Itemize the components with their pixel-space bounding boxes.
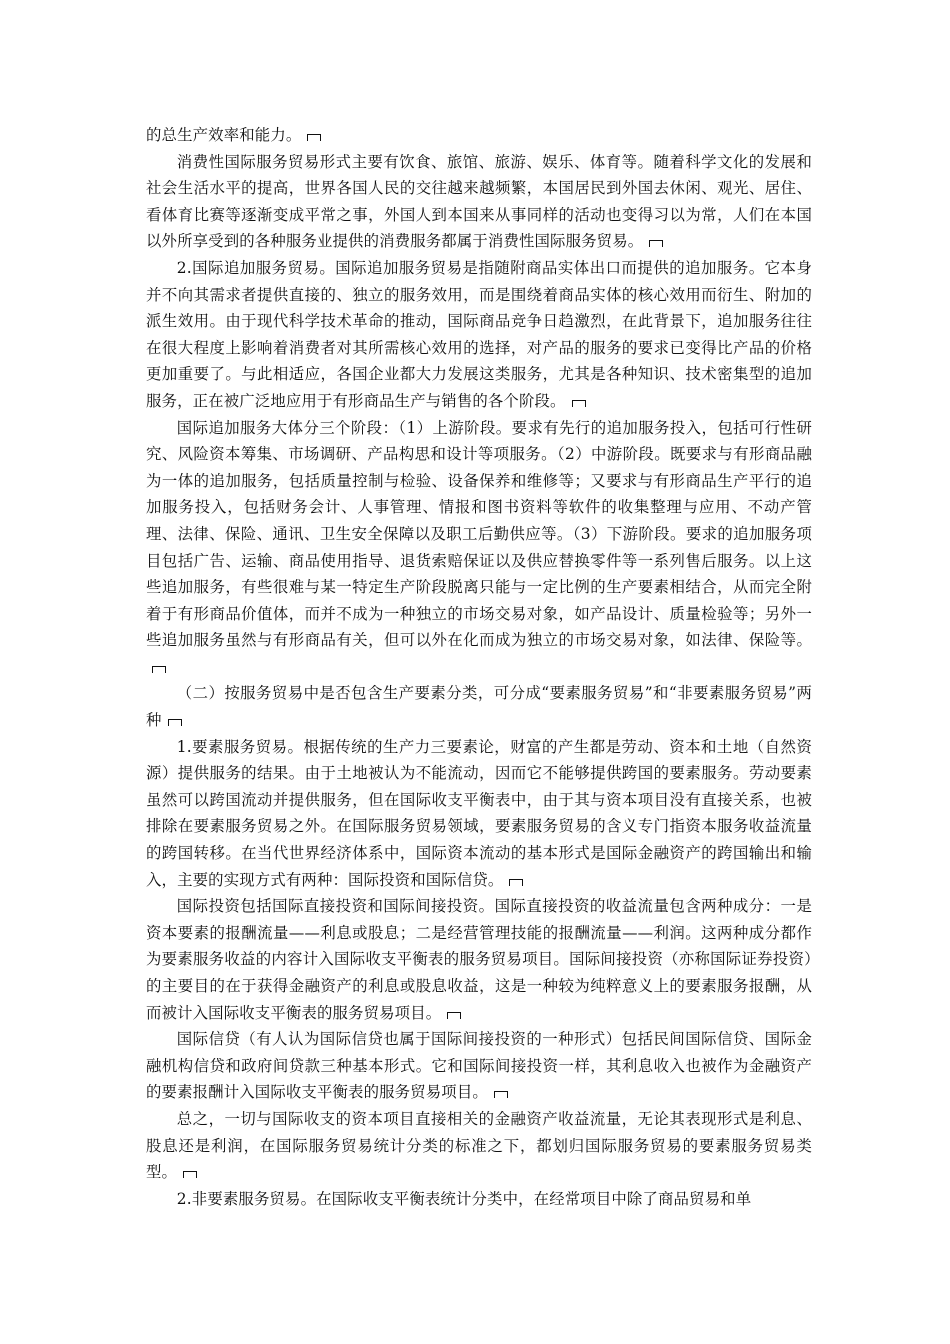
section-heading: （二）按服务贸易中是否包含生产要素分类，可分成“要素服务贸易”和“非要素服务贸易”两种 xyxy=(146,684,812,730)
paragraph-3 xyxy=(146,255,812,415)
paragraph-mark-icon xyxy=(494,1091,508,1098)
paragraph-4 xyxy=(146,415,812,681)
paragraph-text: 总之，一切与国际收支的资本项目直接相关的金融资产收益流量，无论其表现形式是利息、股息还是利润，在国际服务贸易统计分类的标准之下，都划归国际服务贸易的要素服务贸易类型。 xyxy=(146,1109,812,1182)
paragraph-text: 的总生产效率和能力。 xyxy=(146,126,302,144)
paragraph-text: 国际追加服务大体分三个阶段：（1）上游阶段。要求有先行的追加服务投入，包括可行性研究、风险资本筹集、市场调研、产品构思和设计等项服务。（2）中游阶段。既要求与有形商品融为一体的追加服务，包括质量控制与检验、设备保养和维修等；又要求与有形商品生产平行的追加服务投入，包括财务会计、人事管理、情报和图书资料等软件的收集整理与应用、不动产管理、法律、保险、通讯、卫生安全保障以及职工后勤供应等。（3）下游阶段。要求的追加服务项目包括广告、运输、商品使用指导、退货索赔保证以及供应替换零件等一系列售后服务。以上这些追加服务，有些很难与某一特定生产阶段脱离只能与一定比例的生产要素相结合，从而完全附着于有形商品价值体，而并不成为一种独立的市场交易对象，如产品设计、质量检验等；另外一些追加服务虽然与有形商品有关，但可以外在化而成为独立的市场交易对象，如法律、保险等。 xyxy=(146,418,812,650)
paragraph-text: 国际信贷（有人认为国际信贷也属于国际间接投资的一种形式）包括民间国际信贷、国际金融机构信贷和政府间贷款三种基本形式。它和国际间接投资一样，其利息收入也被作为金融资产的要素报酬计入国际收支平衡表的服务贸易项目。 xyxy=(146,1030,812,1102)
paragraph-text: 国际投资包括国际直接投资和国际间接投资。国际直接投资的收益流量包含两种成分：一是资本要素的报酬流量——利息或股息；二是经营管理技能的报酬流量——利润。这两种成分都作为要素服务收益的内容计入国际收支平衡表的服务贸易项目。国际间接投资（亦称国际证券投资）的主要目的在于获得金融资产的利息或股息收益，这是一种较为纯粹意义上的要素服务报酬，从而被计入国际收支平衡表的服务贸易项目。 xyxy=(146,897,812,1022)
paragraph-mark-icon xyxy=(447,1012,461,1019)
paragraph-7 xyxy=(146,893,812,1026)
paragraph-10 xyxy=(146,1186,812,1213)
paragraph-9 xyxy=(146,1106,812,1186)
paragraph-mark-icon xyxy=(183,1171,197,1178)
document-page xyxy=(146,122,812,1212)
paragraph-mark-icon xyxy=(572,400,586,407)
paragraph-5 xyxy=(146,680,812,733)
paragraph-mark-icon xyxy=(509,879,523,886)
paragraph-mark-icon xyxy=(649,240,663,247)
paragraph-text: 1.要素服务贸易。根据传统的生产力三要素论，财富的产生都是劳动、资本和土地（自然资源）提供服务的结果。由于土地被认为不能流动，因而它不能够提供跨国的要素服务。劳动要素虽然可以跨国流动并提供服务，但在国际收支平衡表中，由于其与资本项目没有直接关系，也被排除在要素服务贸易之外。在国际服务贸易领域，要素服务贸易的含义专门指资本服务收益流量的跨国转移。在当代世界经济体系中，国际资本流动的基本形式是国际金融资产的跨国输出和输入，主要的实现方式有两种：国际投资和国际信贷。 xyxy=(146,737,812,889)
paragraph-text: 2.国际追加服务贸易。国际追加服务贸易是指随附商品实体出口而提供的追加服务。它本身并不向其需求者提供直接的、独立的服务效用，而是围绕着商品实体的核心效用而衍生、附加的派生效用。由于现代科学技术革命的推动，国际商品竞争日趋激烈，在此背景下，追加服务往往在很大程度上影响着消费者对其所需核心效用的选择，对产品的服务的要求已变得比产品的价格更加重要了。与此相适应，各国企业都大力发展这类服务，尤其是各种知识、技术密集型的追加服务，正在被广泛地应用于有形商品生产与销售的各个阶段。 xyxy=(146,258,812,410)
paragraph-6 xyxy=(146,734,812,894)
paragraph-mark-icon xyxy=(168,719,182,726)
paragraph-text: 消费性国际服务贸易形式主要有饮食、旅馆、旅游、娱乐、体育等。随着科学文化的发展和社会生活水平的提高，世界各国人民的交往越来越频繁，本国居民到外国去休闲、观光、居住、看体育比赛等逐渐变成平常之事，外国人到本国来从事同样的活动也变得习以为常，人们在本国以外所享受到的各种服务业提供的消费服务都属于消费性国际服务贸易。 xyxy=(146,152,812,251)
paragraph-mark-icon xyxy=(152,666,166,673)
paragraph-mark-icon xyxy=(307,134,321,141)
paragraph-1 xyxy=(146,122,812,149)
paragraph-text: 2.非要素服务贸易。在国际收支平衡表统计分类中，在经常项目中除了商品贸易和单 xyxy=(176,1189,752,1208)
paragraph-8 xyxy=(146,1026,812,1106)
paragraph-2 xyxy=(146,149,812,255)
